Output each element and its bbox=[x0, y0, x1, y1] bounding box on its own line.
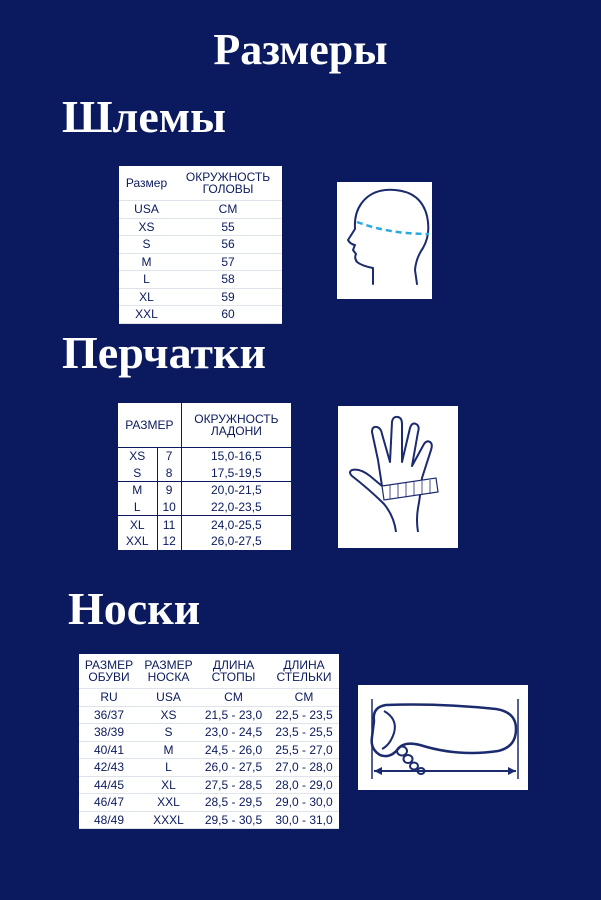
number-cell: 11 bbox=[157, 516, 181, 533]
size-cell: XL bbox=[118, 516, 157, 533]
sock-size-cell: XL bbox=[139, 776, 198, 794]
header-size: РАЗМЕР bbox=[118, 403, 181, 448]
number-cell: 10 bbox=[157, 499, 181, 516]
insole-length-cell: 28,0 - 29,0 bbox=[269, 776, 339, 794]
table-row bbox=[118, 482, 291, 499]
header-line-1: РАЗМЕР bbox=[84, 658, 134, 672]
number-cell: 9 bbox=[157, 482, 181, 499]
header-insole-length bbox=[269, 654, 339, 689]
sock-size-cell: S bbox=[139, 724, 198, 742]
value-cell: 56 bbox=[174, 236, 282, 254]
table-row bbox=[118, 533, 291, 550]
value-cell: 20,0-21,5 bbox=[211, 483, 262, 498]
insole-length-cell: 22,5 - 23,5 bbox=[269, 706, 339, 724]
size-cell: XL bbox=[119, 288, 174, 306]
table-header-row bbox=[119, 166, 282, 201]
header-line-2: ОБУВИ bbox=[88, 670, 130, 684]
shoe-size-cell: 38/39 bbox=[79, 724, 139, 742]
value-cell: 26,0-27,5 bbox=[211, 534, 262, 549]
size-cell: L bbox=[118, 499, 157, 516]
insole-length-cell: 29,0 - 30,0 bbox=[269, 794, 339, 812]
number-cell: 8 bbox=[157, 465, 181, 482]
value-cell: 59 bbox=[174, 288, 282, 306]
header-line-2: ГОЛОВЫ bbox=[202, 182, 254, 196]
unit-cell: CM bbox=[269, 689, 339, 707]
unit-row bbox=[79, 689, 339, 707]
header-line-2: СТОПЫ bbox=[211, 670, 256, 684]
table-row bbox=[118, 448, 291, 465]
foot-length-cell: 29,5 - 30,5 bbox=[198, 811, 269, 829]
header-line-1: ДЛИНА bbox=[283, 658, 325, 672]
page-title: Размеры bbox=[213, 25, 388, 74]
table-row bbox=[119, 306, 282, 324]
size-cell: XS bbox=[118, 448, 157, 465]
gloves-section-title: Перчатки bbox=[62, 327, 266, 378]
foot-length-cell: 21,5 - 23,0 bbox=[198, 706, 269, 724]
table-row bbox=[79, 776, 339, 794]
shoe-size-cell: 44/45 bbox=[79, 776, 139, 794]
size-cell: S bbox=[118, 465, 157, 482]
table-row bbox=[118, 516, 291, 533]
table-row bbox=[119, 271, 282, 289]
size-cell: S bbox=[119, 236, 174, 254]
helmets-section-title: Шлемы bbox=[62, 91, 226, 142]
foot-length-cell: 28,5 - 29,5 bbox=[198, 794, 269, 812]
header-line-1: ДЛИНА bbox=[212, 658, 255, 672]
header-sock-size bbox=[139, 654, 198, 689]
header-line-1: ОКРУЖНОСТЬ bbox=[185, 170, 271, 184]
table-row bbox=[79, 811, 339, 829]
shoe-size-cell: 40/41 bbox=[79, 741, 139, 759]
foot-length-cell: 27,5 - 28,5 bbox=[198, 776, 269, 794]
header-shoe-size bbox=[79, 654, 139, 689]
glove-size-table bbox=[118, 403, 291, 550]
header-line-1: ОКРУЖНОСТЬ bbox=[194, 412, 279, 426]
insole-length-cell: 23,5 - 25,5 bbox=[269, 724, 339, 742]
header-head-circumference bbox=[174, 166, 282, 201]
table-header-row bbox=[79, 654, 339, 689]
value-cell: 58 bbox=[174, 271, 282, 289]
value-cell: 55 bbox=[174, 218, 282, 236]
foot-length-cell: 24,5 - 26,0 bbox=[198, 741, 269, 759]
table-row bbox=[79, 706, 339, 724]
size-cell: XXL bbox=[118, 533, 157, 550]
header-line-1: РАЗМЕР bbox=[144, 658, 193, 672]
sock-size-cell: XXL bbox=[139, 794, 198, 812]
value-cell: 22,0-23,5 bbox=[181, 499, 291, 516]
value-cell: 60 bbox=[174, 306, 282, 324]
header-palm-circumference bbox=[181, 403, 291, 448]
socks-section-title: Носки bbox=[68, 583, 201, 634]
head-profile-icon bbox=[337, 182, 432, 299]
table-row bbox=[118, 499, 291, 516]
helmet-size-table bbox=[119, 166, 282, 324]
sock-size-cell: M bbox=[139, 741, 198, 759]
table-row bbox=[119, 288, 282, 306]
sock-size-cell: XXXL bbox=[139, 811, 198, 829]
header-foot-length bbox=[198, 654, 269, 689]
unit-cell: CM bbox=[198, 689, 269, 707]
unit-circumference: CM bbox=[174, 201, 282, 219]
unit-cell: RU bbox=[79, 689, 139, 707]
size-cell: L bbox=[119, 271, 174, 289]
value-cell: 57 bbox=[174, 253, 282, 271]
number-cell: 7 bbox=[157, 448, 181, 465]
table-row bbox=[79, 794, 339, 812]
size-cell: M bbox=[119, 253, 174, 271]
unit-cell: USA bbox=[139, 689, 198, 707]
size-cell: XXL bbox=[119, 306, 174, 324]
sock-size-cell: XS bbox=[139, 706, 198, 724]
shoe-size-cell: 36/37 bbox=[79, 706, 139, 724]
unit-row bbox=[119, 201, 282, 219]
sock-size-table bbox=[79, 654, 339, 829]
header-line-2: СТЕЛЬКИ bbox=[276, 670, 332, 684]
number-cell: 12 bbox=[157, 533, 181, 550]
value-cell: 17,5-19,5 bbox=[181, 465, 291, 482]
insole-length-cell: 25,5 - 27,0 bbox=[269, 741, 339, 759]
table-header-row bbox=[118, 403, 291, 448]
table-row bbox=[79, 759, 339, 777]
header-line-2: ЛАДОНИ bbox=[210, 424, 262, 438]
insole-length-cell: 30,0 - 31,0 bbox=[269, 811, 339, 829]
size-cell: M bbox=[118, 482, 157, 499]
shoe-size-cell: 46/47 bbox=[79, 794, 139, 812]
shoe-size-cell: 42/43 bbox=[79, 759, 139, 777]
foot-length-cell: 23,0 - 24,5 bbox=[198, 724, 269, 742]
size-cell: XS bbox=[119, 218, 174, 236]
table-row bbox=[119, 218, 282, 236]
table-row bbox=[79, 741, 339, 759]
unit-size: USA bbox=[119, 201, 174, 219]
header-line-2: НОСКА bbox=[147, 670, 190, 684]
value-cell: 24,0-25,5 bbox=[211, 517, 262, 532]
sock-size-cell: L bbox=[139, 759, 198, 777]
table-row bbox=[79, 724, 339, 742]
foot-length-cell: 26,0 - 27,5 bbox=[198, 759, 269, 777]
palm-measure-icon bbox=[338, 406, 458, 548]
insole-length-cell: 27,0 - 28,0 bbox=[269, 759, 339, 777]
table-row bbox=[119, 253, 282, 271]
table-row bbox=[119, 236, 282, 254]
header-size: Размер bbox=[119, 166, 174, 201]
foot-measure-icon bbox=[358, 685, 528, 790]
shoe-size-cell: 48/49 bbox=[79, 811, 139, 829]
value-cell: 15,0-16,5 bbox=[211, 449, 262, 464]
table-row bbox=[118, 465, 291, 482]
